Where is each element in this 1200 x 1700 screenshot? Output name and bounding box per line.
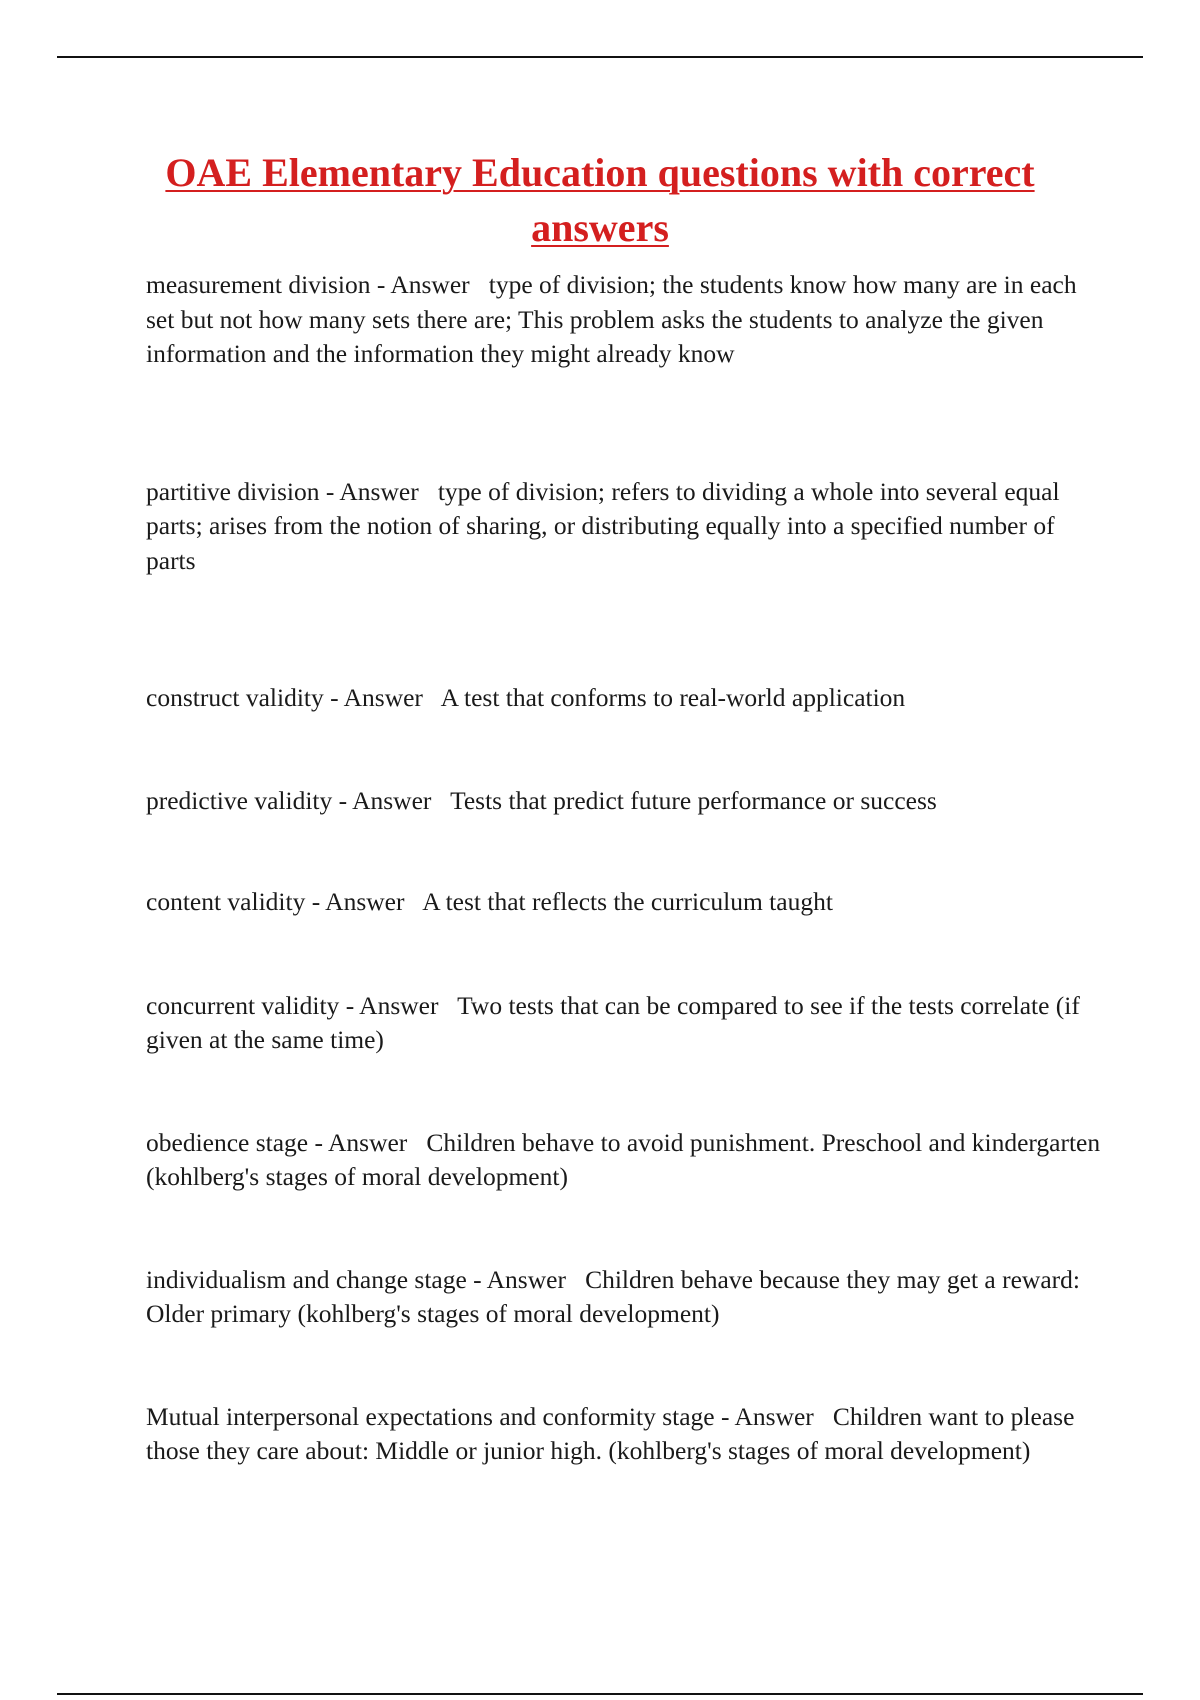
answer-separator: - Answer <box>308 1127 427 1157</box>
qa-definition: type of division; refers to dividing a whole into several equal parts; arises from the notion of sharing, or distributing equally into a specified number of parts <box>146 476 1060 575</box>
qa-term: partitive division <box>146 476 320 506</box>
answer-separator: - Answer <box>370 270 489 299</box>
qa-definition: Two tests that can be compared to see if the tests correlate (if given at the same time) <box>146 990 1080 1054</box>
qa-term: measurement division <box>146 270 371 299</box>
qa-entry <box>146 1126 1106 1195</box>
document-title: OAE Elementary Education questions with correct answers <box>165 150 1035 250</box>
qa-entry <box>146 1400 1106 1469</box>
answer-separator: - Answer <box>305 887 423 916</box>
answer-separator: - Answer <box>714 1401 833 1431</box>
qa-definition: A test that conforms to real-world application <box>440 683 906 712</box>
answer-separator: - Answer <box>466 1264 586 1294</box>
qa-term: individualism and change stage <box>146 1264 467 1294</box>
answer-separator: - Answer <box>339 990 458 1020</box>
qa-term: predictive validity <box>146 785 333 815</box>
qa-entry <box>146 989 1106 1058</box>
qa-definition: A test that reflects the curriculum taught <box>422 887 833 916</box>
qa-entry <box>146 784 1106 819</box>
qa-entry <box>146 681 1106 716</box>
qa-definition: Children behave because they may get a reward: Older primary (kohlberg's stages of moral development) <box>146 1264 1080 1328</box>
qa-term: construct validity <box>146 683 324 712</box>
footer-rule <box>57 1693 1143 1695</box>
qa-entry <box>146 268 1106 372</box>
answer-separator: - Answer <box>319 476 438 506</box>
qa-definition: Children want to please those they care about: Middle or junior high. (kohlberg's stages of moral development) <box>146 1401 1075 1465</box>
qa-definition: Tests that predict future performance or success <box>450 785 937 815</box>
qa-entry <box>146 885 1106 920</box>
qa-entry <box>146 1263 1106 1332</box>
qa-term: obedience stage <box>146 1127 309 1157</box>
qa-term: content validity <box>146 887 306 916</box>
answer-separator: - Answer <box>323 683 441 712</box>
qa-definition: type of division; the students know how many are in each set but not how many sets there are; This problem asks the students to analyze the given information and the information they might already know <box>146 270 1077 368</box>
qa-term: Mutual interpersonal expectations and conformity stage <box>146 1401 715 1431</box>
answer-separator: - Answer <box>332 785 451 815</box>
qa-term: concurrent validity <box>146 990 340 1020</box>
header-rule <box>57 56 1143 58</box>
qa-definition: Children behave to avoid punishment. Preschool and kindergarten (kohlberg's stages of moral development) <box>146 1127 1101 1191</box>
qa-entry <box>146 475 1106 579</box>
qa-list <box>146 268 1106 1469</box>
